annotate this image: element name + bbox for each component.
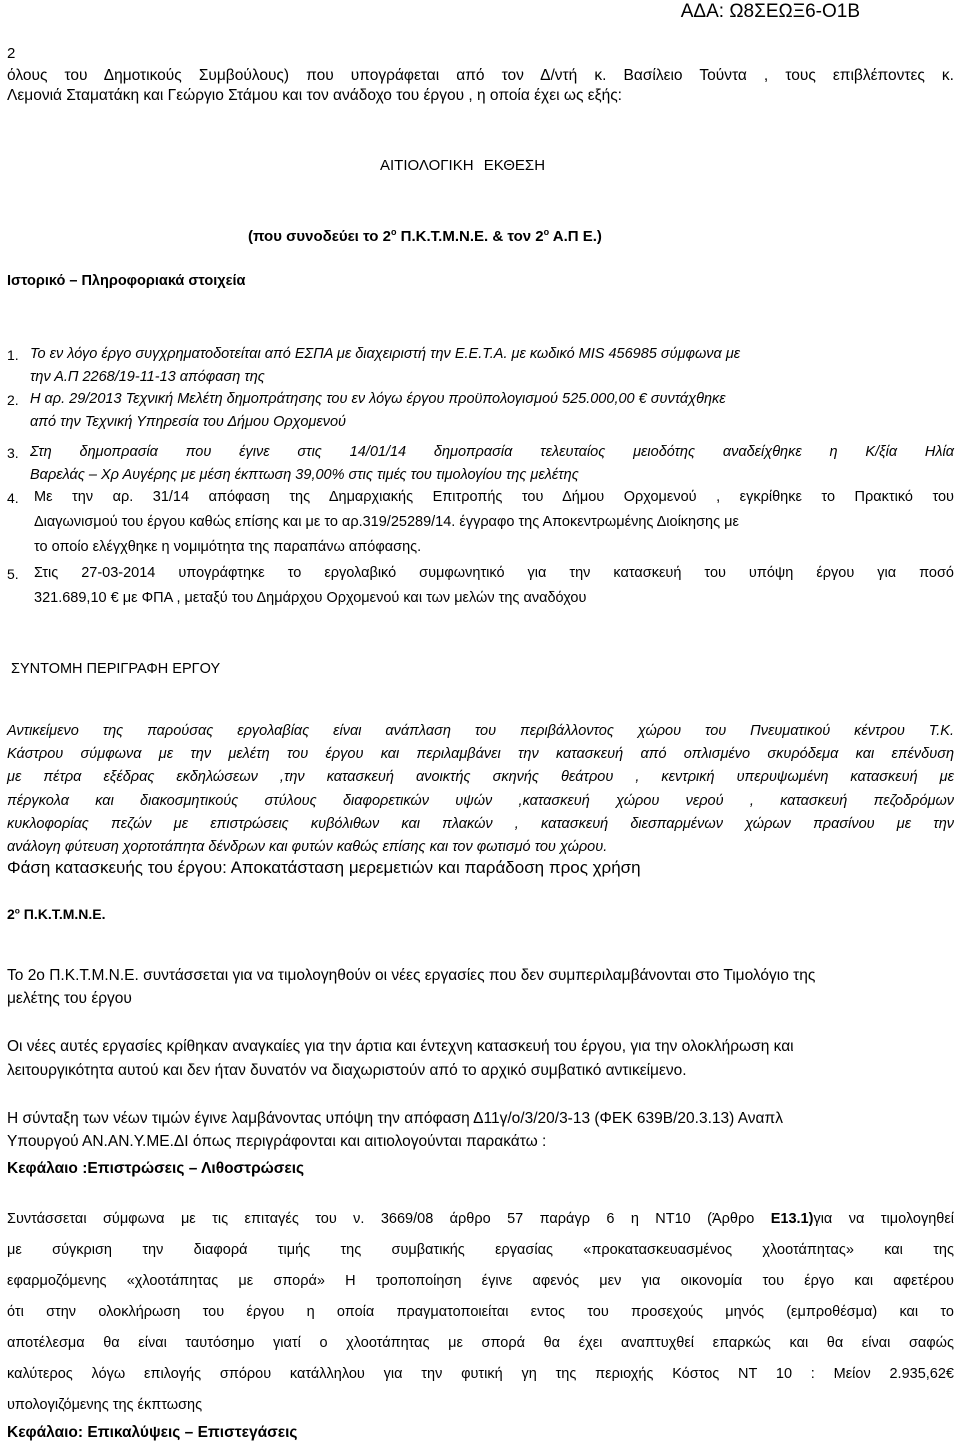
item-2-line-2: από την Τεχνική Υπηρεσία του Δήμου Ορχομενού [30,414,347,430]
item-4-line-3: το οποίο ελέγχθηκε η νομιμότητα της παραπάνω απόφασης. [34,539,422,555]
ptkmne-heading-sup: ο [14,905,20,916]
ptkmne-p1-line-2: μελέτης του έργου [7,990,132,1007]
item-1-number: 1. [7,347,19,363]
item-3-line-2: Βαρελάς – Χρ Αυγέρης με μέση έκπτωση 39,00% στις τιμές του τιμολογίου της μελέτης [30,467,579,483]
summary-line-1: Αντικείμενο της παρούσας εργολαβίας είναι ανάπλαση του περιβάλλοντος χώρου του Πνευματικού κέντρου Τ.Κ. [7,723,954,739]
paving-line-2: με σύγκριση την διαφορά τιμής της συμβατικής εργασίας «προκατασκευασμένος χλοοτάπητας» και της [7,1242,954,1258]
item-2-text-b: συντάχθηκε [646,391,726,407]
paving-line-7: υπολογιζόμενης της έκπτωσης [7,1397,203,1413]
summary-heading: ΣΥΝΤΟΜΗ ΠΕΡΙΓΡΑΦΗ ΕΡΓΟΥ [11,661,221,677]
intro-line-2: Λεμονιά Σταματάκη και Γεώργιο Στάμου και τον ανάδοχο του έργου , η οποία έχει ως εξής: [7,87,622,104]
item-2-line-1 [30,391,726,407]
ada-code: ΑΔΑ: Ω8ΣΕΩΞ6-Ο1Β [680,1,860,22]
item-2-number: 2. [7,392,19,408]
item-2-text-a: Η αρ. 29/2013 Τεχνική Μελέτη δημοπράτησης του εν λόγω έργου προϋπολογισμού 525.000,00 [30,391,639,407]
summary-line-6: ανάλογη φύτευση χορτοτάπητα δένδρων και φυτών καθώς επίσης και τον φωτισμό του χώρου. [7,839,608,855]
construction-phase: Φάση κατασκευής του έργου: Αποκατάσταση μερεμετιών και παράδοση προς χρήση [7,858,641,877]
ptkmne-p2-line-2: λειτουργικότητα αυτού και δεν ήταν δυνατόν να διαχωριστούν από το αρχικό συμβατικό αντικείμενο. [7,1062,687,1079]
item-1-line-2: την Α.Π 2268/19-11-13 απόφαση της [30,369,265,385]
paving-line-6 [7,1366,954,1382]
item-5-text-a: 321.689,10 [34,590,111,606]
report-subtitle [248,228,602,245]
ptkmne-p3-line-1: Η σύνταξη των νέων τιμών έγινε λαμβάνοντας υπόψη την απόφαση Δ11γ/ο/3/20/3-13 (ΦΕΚ 639Β/20.3.13) Αναπλ [7,1110,783,1127]
intro-line-1: όλους του Δημοτικούς Συμβούλους) που υπογράφεται από τον Δ/ντή κ. Βασίλειο Τούντα , τους επιβλέποντες κ. [7,67,954,84]
ptkmne-heading-rest: Π.Κ.Τ.Μ.Ν.Ε. [19,906,106,922]
item-4-line-1: Με την αρ. 31/14 απόφαση της Δημαρχιακής Επιτροπής του Δήμου Ορχομενού , εγκρίθηκε το Πρακτικό του [34,489,954,505]
paving-line-6-text: καλύτερος λόγω επιλογής σπόρου κατάλληλου για την φυτική γη της περιοχής Κόστος ΝΤ 10 : Μείον 2.935,62 [7,1366,946,1382]
report-title: ΑΙΤΙΟΛΟΓΙΚΗ ΕΚΘΕΣΗ [380,157,546,174]
paving-line-1-b: Ε13.1) [770,1211,814,1227]
report-subtitle-b: Π.Κ.Τ.Μ.Ν.Ε. & τον 2 [396,228,544,245]
item-3-number: 3. [7,445,19,461]
ptkmne-heading-num: 2 [7,906,15,922]
report-subtitle-sup1: ο [390,227,397,237]
ptkmne-p2-line-1: Οι νέες αυτές εργασίες κρίθηκαν αναγκαίες για την άρτια και έντεχνη κατασκευή του έργου, για την ολοκλήρωση και [7,1038,794,1055]
paving-line-1 [7,1211,954,1227]
item-5-line-1: Στις 27-03-2014 υπογράφτηκε το εργολαβικό συμφωνητικό για την κατασκευή του υπόψη έργου για ποσό [34,565,954,581]
paving-line-4: ότι στην ολοκλήρωση του έργου η οποία πραγματοποιείται εντος του προσεχούς μηνός (εμπροθέσμα) και το [7,1304,954,1320]
report-subtitle-sup2: ο [543,227,550,237]
report-subtitle-a: (που συνοδεύει το 2 [248,228,391,245]
summary-line-3: με πέτρα εξέδρας εκδηλώσεων ,την κατασκευή ανοικτής σκηνής θεάτρου , κεντρική υπερυψωμένη κατασκευή με [7,769,954,785]
euro-sign-icon: € [945,1366,954,1382]
ptkmne-p3-line-2: Υπουργού ΑΝ.ΑΝ.Υ.ΜΕ.ΔΙ όπως περιγράφονται και αιτιολογούνται παρακάτω : [7,1133,547,1150]
ptkmne-p1-line-1: Το 2ο Π.Κ.Τ.Μ.Ν.Ε. συντάσσεται για να τιμολογηθούν οι νέες εργασίες που δεν συμπεριλαμβάνονται στο Τιμολόγιο της [7,967,816,984]
paving-line-5: αποτέλεσμα θα είναι ταυτόσημο γιατί ο χλοοτάπητας με σπορά θα έχει αναπτυχθεί επαρκώς και θα είναι σαφώς [7,1335,954,1351]
item-3-line-1: Στη δημοπρασία που έγινε στις 14/01/14 δημοπρασία τελευταίος μειοδότης αναδείχθηκε η Κ/ξία Ηλία [30,444,954,460]
report-subtitle-c: Α.Π Ε.) [549,228,602,245]
ptkmne-heading [7,906,106,922]
paving-line-1-c: για να τιμολογηθεί [813,1211,955,1227]
item-1-line-1: Το εν λόγο έργο συγχρηματοδοτείται από ΕΣΠΑ με διαχειριστή την Ε.Ε.Τ.Α. με κωδικό MIS 456985 σύμφωνα με [30,346,741,362]
item-5-text-b: με ΦΠΑ , μεταξύ του Δημάρχου Ορχομενού και των μελών της αναδόχου [118,590,587,606]
chapter-paving-heading: Κεφάλαιο :Επιστρώσεις – Λιθοστρώσεις [7,1160,305,1177]
summary-line-4: πέργκολα και διακοσμητικούς στύλους διαφορετικών υψών ,κατασκευή χώρου νερού , κατασκευή πεζοδρόμων [7,793,954,809]
summary-line-2: Κάστρου σύμφωνα με την μελέτη του έργου και περιλαμβάνει την κατασκευή από οπλισμένο σκυρόδεμα και επένδυση [7,746,954,762]
summary-line-5: κυκλοφορίας πεζών με επιστρώσεις κυβόλιθων και πλακών , κατασκευή διεσπαρμένων χώρων πρασίνου με την [7,816,954,832]
item-4-number: 4. [7,490,19,506]
paving-line-1-a: Συντάσσεται σύμφωνα με τις επιταγές του ν. 3669/08 άρθρο 57 παράγρ 6 η ΝΤ10 (Άρθρο [7,1211,771,1227]
item-5-number: 5. [7,566,19,582]
item-5-line-2 [34,590,586,606]
page-number: 2 [7,45,16,62]
chapter-roofing-heading: Κεφάλαιο: Επικαλύψεις – Επιστεγάσεις [7,1424,298,1441]
paving-line-3: εφαρμοζόμενης «χλοοτάπητας με σπορά» Η τροποποίηση έγινε αφενός μεν για οικονομία του έργο και αφετέρου [7,1273,954,1289]
euro-sign-icon: € [638,391,647,407]
history-heading: Ιστορικό – Πληροφοριακά στοιχεία [7,273,246,289]
euro-sign-icon: € [110,590,119,606]
item-4-line-2: Διαγωνισμού του έργου καθώς επίσης και με το αρ.319/25289/14. έγγραφο της Αποκεντρωμένης Διοίκησης με [34,514,739,530]
